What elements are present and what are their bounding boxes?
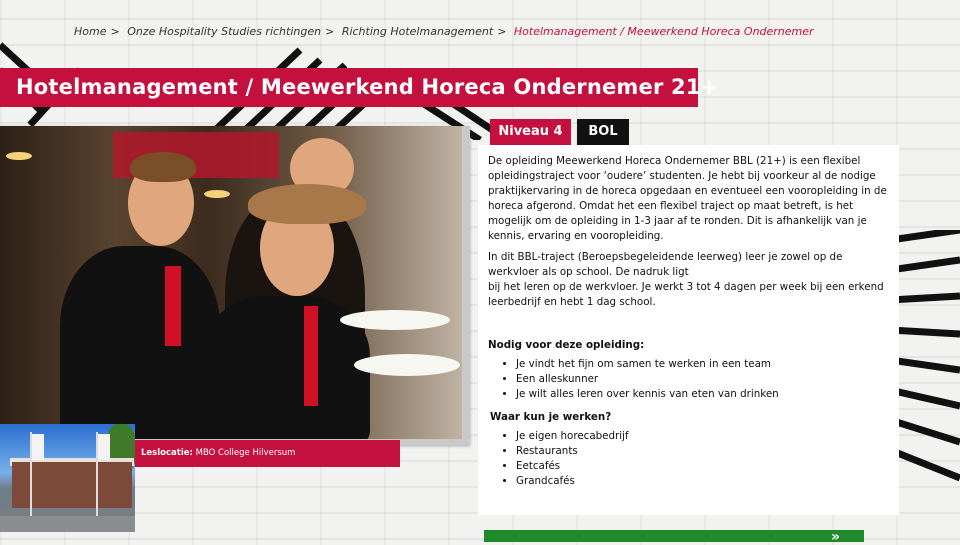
breadcrumb-hotelmanagement[interactable]: Richting Hotelmanagement bbox=[341, 25, 494, 38]
student-front-tie bbox=[304, 306, 318, 406]
student-front-hair bbox=[248, 184, 366, 224]
breadcrumb bbox=[74, 25, 814, 38]
list-item: • Eetcafés bbox=[516, 459, 889, 474]
cta-button[interactable] bbox=[484, 529, 864, 545]
student-left-hair bbox=[130, 152, 196, 182]
ceiling-lamp bbox=[6, 152, 32, 160]
flag bbox=[32, 434, 44, 460]
needed-heading: Nodig voor deze opleiding: bbox=[488, 339, 645, 351]
type-badge: BOL bbox=[577, 119, 629, 145]
location-photo bbox=[0, 424, 135, 532]
list-item: • Restaurants bbox=[516, 444, 889, 459]
breadcrumb-separator: > bbox=[110, 25, 120, 38]
flag bbox=[98, 434, 110, 460]
breadcrumb-separator: > bbox=[497, 25, 507, 38]
spacer bbox=[488, 316, 889, 338]
breadcrumb-current: Hotelmanagement / Meewerkend Horeca Ondernemer bbox=[513, 25, 814, 38]
serving-plate bbox=[354, 354, 460, 376]
page-title-banner bbox=[0, 68, 719, 107]
level-badge: Niveau 4 bbox=[490, 119, 571, 145]
page-title: Hotelmanagement / Meewerkend Horeca Ondernemer 21+ bbox=[16, 75, 719, 99]
work-list bbox=[488, 429, 889, 489]
location-label: Leslocatie: bbox=[141, 448, 193, 458]
content-panel bbox=[478, 145, 899, 515]
ground bbox=[0, 516, 135, 532]
bbl-text bbox=[488, 250, 889, 310]
intro-text: De opleiding Meewerkend Horeca Ondernemer BBL (21+) is een flexibel opleidingstraject voor ‘oudere’ studenten. Je hebt bij voorkeur al de nodige praktijkervaring in de horeca opgedaan en eventueel een vooropleiding in de horeca afgerond. Omdat het een flexibel traject op maat betreft, is het mogelijk om de opleiding in 1-3 jaar af te ronden. Dit is afhankelijk van je kennis, ervaring en vooropleiding. bbox=[488, 155, 887, 242]
list-item: • Je vindt het fijn om samen te werken in een team bbox=[516, 357, 889, 372]
needed-list bbox=[488, 357, 889, 402]
list-item: • Grandcafés bbox=[516, 474, 889, 489]
serving-plate bbox=[340, 310, 450, 330]
hero-photo bbox=[0, 126, 462, 439]
student-left-body bbox=[60, 246, 220, 439]
list-item: • Je eigen horecabedrijf bbox=[516, 429, 889, 444]
breadcrumb-home[interactable]: Home bbox=[74, 25, 107, 38]
hero-photo-frame bbox=[0, 126, 470, 445]
breadcrumb-hospitality-studies[interactable]: Onze Hospitality Studies richtingen bbox=[127, 25, 322, 38]
double-chevron-right-icon: » bbox=[830, 529, 840, 545]
list-item: • Een alleskunner bbox=[516, 372, 889, 387]
student-left-tie bbox=[165, 266, 181, 346]
location-value: MBO College Hilversum bbox=[195, 448, 296, 458]
list-item: • Je wilt alles leren over kennis van eten van drinken bbox=[516, 387, 889, 402]
decorative-stripes-right bbox=[890, 230, 960, 490]
breadcrumb-separator: > bbox=[325, 25, 335, 38]
work-heading: Waar kun je werken? bbox=[490, 411, 612, 423]
bbl-text-line2: bij het leren op de werkvloer. Je werkt 3 tot 4 dagen per week bij een erkend leerbedrijf en hebt 1 dag school. bbox=[488, 281, 884, 308]
location-bar bbox=[135, 440, 400, 467]
bbl-text-line1: In dit BBL-traject (Beroepsbegeleidende leerweg) leer je zowel op de werkvloer als op school. De nadruk ligt bbox=[488, 251, 843, 278]
ceiling-lamp bbox=[204, 190, 230, 198]
